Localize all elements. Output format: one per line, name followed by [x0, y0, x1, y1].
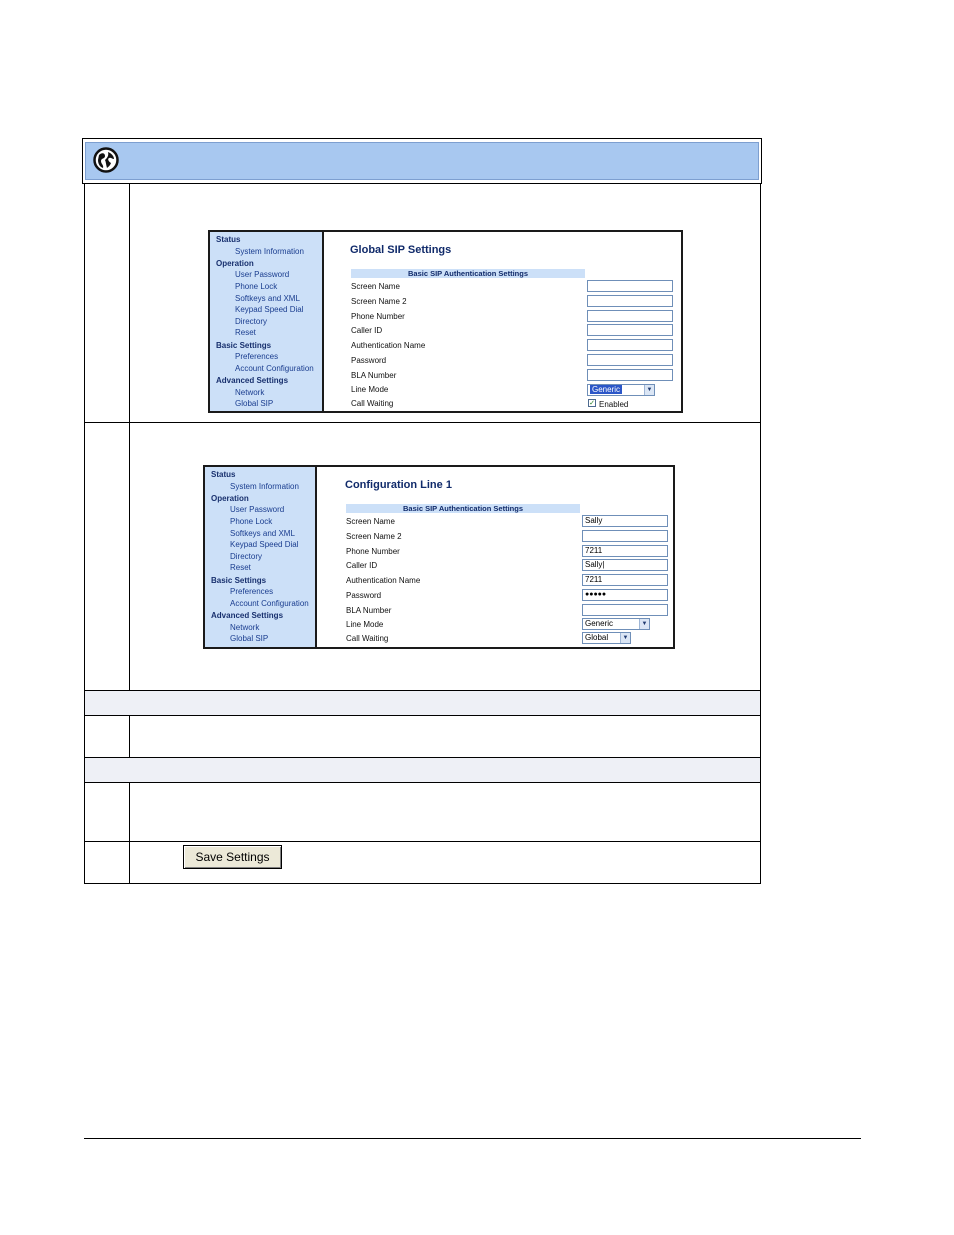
field-label-screen-name-2: Screen Name 2 — [351, 297, 407, 306]
globe-icon — [93, 147, 119, 173]
nav-group-operation[interactable]: Operation — [216, 259, 254, 268]
phone-number-input[interactable] — [587, 310, 673, 322]
field-label-authentication-name: Authentication Name — [346, 576, 421, 585]
procedure-table-header — [82, 138, 762, 184]
call-waiting-select[interactable] — [582, 632, 631, 644]
line-mode-select[interactable] — [587, 384, 655, 396]
nav-group-status[interactable]: Status — [216, 235, 241, 244]
nav-item-keypad-speed-dial[interactable]: Keypad Speed Dial — [235, 305, 304, 314]
footer-rule — [84, 1138, 861, 1139]
field-label-screen-name: Screen Name — [351, 282, 400, 291]
nav-item-reset[interactable]: Reset — [235, 328, 256, 337]
nav-group-advanced-settings[interactable]: Advanced Settings — [211, 611, 284, 620]
checkmark-icon: ✓ — [589, 400, 595, 407]
nav-item-user-password[interactable]: User Password — [235, 270, 290, 279]
gray-separator-row — [85, 691, 760, 715]
section-header: Basic SIP Authentication Settings — [346, 504, 580, 513]
screen-name-2-input[interactable] — [582, 530, 668, 542]
authentication-name-input[interactable] — [587, 339, 673, 351]
field-label-authentication-name: Authentication Name — [351, 341, 426, 350]
nav-item-user-password[interactable]: User Password — [230, 505, 285, 514]
nav-group-basic-settings[interactable]: Basic Settings — [211, 576, 267, 585]
web-ui-nav-sidebar — [210, 232, 324, 411]
chevron-down-icon: ▼ — [644, 385, 654, 395]
field-label-caller-id: Caller ID — [346, 561, 378, 570]
password-input[interactable] — [587, 354, 673, 366]
nav-item-preferences[interactable]: Preferences — [230, 587, 274, 596]
bla-number-input[interactable] — [582, 604, 668, 616]
nav-item-preferences[interactable]: Preferences — [235, 352, 279, 361]
field-label-password: Password — [351, 356, 387, 365]
field-label-phone-number: Phone Number — [346, 547, 400, 556]
nav-item-keypad-speed-dial[interactable]: Keypad Speed Dial — [230, 540, 299, 549]
chevron-down-icon: ▼ — [639, 619, 649, 629]
nav-item-softkeys-and-xml[interactable]: Softkeys and XML — [230, 529, 295, 538]
caller-id-input[interactable]: Sally| — [582, 559, 668, 571]
line-mode-value: Generic — [592, 385, 621, 394]
call-waiting-value: Global — [585, 633, 609, 642]
screen-name-input[interactable] — [587, 280, 673, 292]
nav-item-global-sip[interactable]: Global SIP — [235, 399, 274, 408]
field-label-bla-number: BLA Number — [351, 371, 397, 380]
nav-item-phone-lock[interactable]: Phone Lock — [230, 517, 273, 526]
line-mode-value: Generic — [585, 619, 614, 628]
nav-item-account-configuration[interactable]: Account Configuration — [230, 599, 309, 608]
save-settings-button[interactable]: Save Settings — [183, 845, 282, 869]
field-label-bla-number: BLA Number — [346, 606, 392, 615]
nav-item-network[interactable]: Network — [235, 388, 265, 397]
global-sip-settings-screenshot — [208, 230, 683, 413]
nav-item-system-information[interactable]: System Information — [230, 482, 299, 491]
line-mode-select[interactable] — [582, 618, 650, 630]
nav-item-account-configuration[interactable]: Account Configuration — [235, 364, 314, 373]
page-title: Configuration Line 1 — [345, 479, 452, 491]
nav-item-network[interactable]: Network — [230, 623, 260, 632]
password-input[interactable]: ●●●●● — [582, 589, 668, 601]
nav-item-softkeys-and-xml[interactable]: Softkeys and XML — [235, 294, 300, 303]
nav-item-directory[interactable]: Directory — [235, 317, 268, 326]
nav-group-advanced-settings[interactable]: Advanced Settings — [216, 376, 289, 385]
field-label-line-mode: Line Mode — [351, 385, 389, 394]
screen-name-input[interactable]: Sally — [582, 515, 668, 527]
phone-number-input[interactable]: 7211 — [582, 545, 668, 557]
field-label-password: Password — [346, 591, 382, 600]
nav-group-basic-settings[interactable]: Basic Settings — [216, 341, 272, 350]
field-label-screen-name: Screen Name — [346, 517, 395, 526]
nav-item-system-information[interactable]: System Information — [235, 247, 304, 256]
configuration-line-1-screenshot — [203, 465, 675, 649]
field-label-phone-number: Phone Number — [351, 312, 405, 321]
call-waiting-checkbox[interactable] — [588, 399, 596, 407]
nav-item-phone-lock[interactable]: Phone Lock — [235, 282, 278, 291]
field-label-call-waiting: Call Waiting — [346, 634, 389, 643]
nav-item-reset[interactable]: Reset — [230, 563, 251, 572]
field-label-caller-id: Caller ID — [351, 326, 383, 335]
authentication-name-input[interactable]: 7211 — [582, 574, 668, 586]
field-label-screen-name-2: Screen Name 2 — [346, 532, 402, 541]
web-ui-nav-sidebar — [205, 467, 317, 647]
field-label-call-waiting: Call Waiting — [351, 399, 394, 408]
screen-name-2-input[interactable] — [587, 295, 673, 307]
call-waiting-enabled-label: Enabled — [599, 400, 629, 409]
nav-item-directory[interactable]: Directory — [230, 552, 263, 561]
gray-separator-row — [85, 758, 760, 782]
nav-group-status[interactable]: Status — [211, 470, 236, 479]
nav-item-global-sip[interactable]: Global SIP — [230, 634, 269, 643]
chevron-down-icon: ▼ — [620, 633, 630, 643]
caller-id-input[interactable] — [587, 324, 673, 336]
field-label-line-mode: Line Mode — [346, 620, 384, 629]
page-title: Global SIP Settings — [350, 244, 452, 256]
nav-group-operation[interactable]: Operation — [211, 494, 249, 503]
bla-number-input[interactable] — [587, 369, 673, 381]
section-header: Basic SIP Authentication Settings — [351, 269, 585, 278]
header-bar — [85, 142, 759, 180]
